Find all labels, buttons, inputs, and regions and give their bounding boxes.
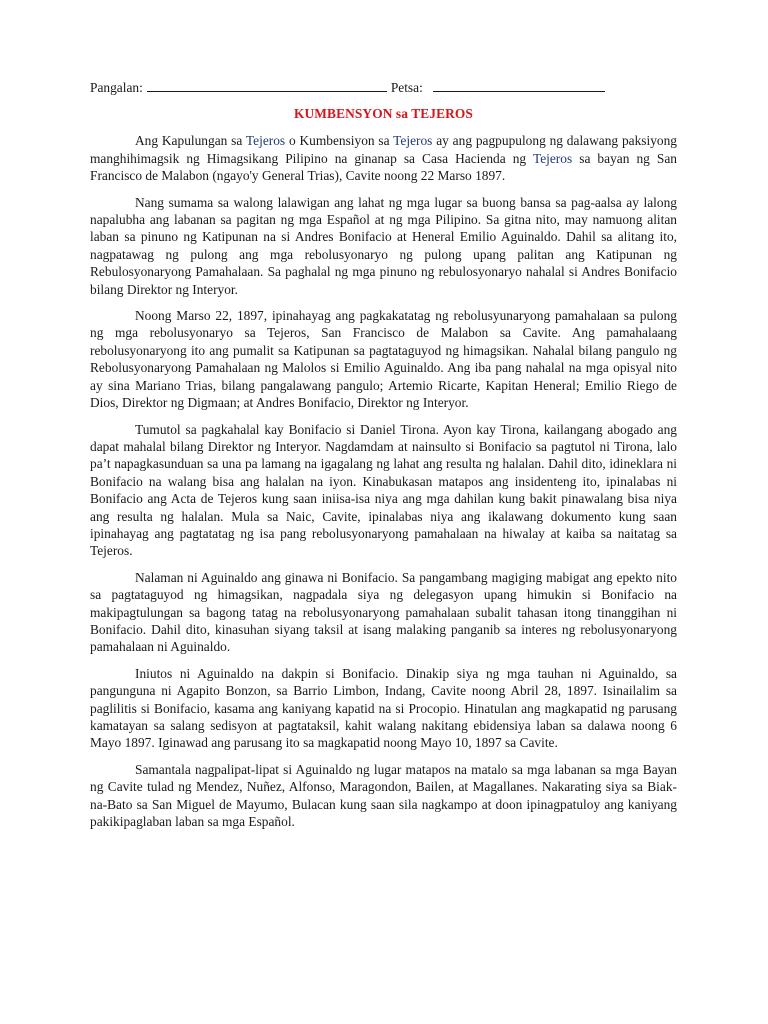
tejeros-link-1[interactable]: Tejeros — [245, 133, 286, 149]
header-fields — [90, 78, 677, 96]
tejeros-link-2[interactable]: Tejeros — [393, 133, 433, 149]
paragraph-5: Nalaman ni Aguinaldo ang ginawa ni Bonifacio. Sa pangambang magiging mabigat ang epekto nito sa pagtataguyod ng himagsikan, nagpadala siya ng delegasyon upang himukin si Bonifacio na makipagtulungan sa bagong tatag na rebolusyonaryong pamahalaan subalit tahasan itong tinanggihan ni Bonifacio. Dahil dito, kinasuhan siyang taksil at isang malaking panganib sa interes ng rebolusyonaryong pamahalaan ni Aguinaldo. — [90, 569, 677, 655]
paragraph-4: Tumutol sa pagkahalal kay Bonifacio si Daniel Tirona. Ayon kay Tirona, kailangang abogado ang dapat mahalal bilang Direktor ng Interyor. Nagdamdam at nainsulto si Bonifacio sa pagtutol ni Tirona, lalo pa’t napagkasunduan sa una pa lamang na igagalang ng lahat ang resulta ng halalan. Dahil dito, idineklara ni Bonifacio na walang bisa ang halalan na iyon. Kinabukasan matapos ang insidenteng ito, ipinalabas ni Bonifacio ang Acta de Tejeros kung saan iniisa-isa niya ang mga dahilan kung bakit pinawalang bisa niya ang resulta ng halalan. Mula sa Naic, Cavite, ipinalabas niya ang ikalawang dokumento kung saan ipinahayag ang pagtatatag ng isa pang rebolusyonaryong pamahalaan na hiwalay at kaiba sa naitatag sa Tejeros. — [90, 421, 677, 559]
paragraph-3: Noong Marso 22, 1897, ipinahayag ang pagkakatatag ng rebolusyunaryong pamahalaan sa pulong ng mga rebolusyonaryo sa Tejeros, San Francisco de Malabon sa Cavite. Ang pamahalaang rebolusyonaryong ito ang pumalit sa Katipunan sa pagtataguyod ng himagsikan. Nahalal bilang pangulo ng Rebolusyonaryong Pamahalaan ng Malolos si Emilio Aguinaldo. Ang iba pang nahalal na mga opisyal nito ay sina Mariano Trias, bilang pangalawang pangulo; Artemio Ricarte, Kapitan Heneral; Emilio Riego de Dios, Direktor ng Digmaan; at Andres Bonifacio, Direktor ng Interyor. — [90, 308, 677, 411]
paragraph-1-text-b: o Kumbensiyon sa — [285, 133, 394, 149]
paragraph-2: Nang sumama sa walong lalawigan ang lahat ng mga lugar sa buong bansa sa pag-aalsa ay lalong napalubha ang labanan sa pagitan ng mga Español at ng mga Pilipino. Sa gitna nito, may namuong alitan laban sa pinuno ng Katipunan na si Andres Bonifacio at Heneral Emilio Aguinaldo. Dahil sa alitang ito, nagpatawag ng pulong ang mga rebolusyonaryo ng pulong upang palitan ang Katipunan ng Rebulosyonaryong Pamahalaan. Sa paghalal ng mga pinuno ng rebulosyonaryo nahalal si Andres Bonifacio bilang Direktor ng Interyor. — [90, 194, 677, 297]
date-label: Petsa: — [390, 80, 423, 95]
name-blank-line[interactable] — [147, 78, 387, 92]
paragraph-1-text-d: sa bayan ng San Francisco de Malabon (ngayo'y General Trias), Cavite noong 22 Marso 1897. — [90, 150, 677, 184]
worksheet-page — [90, 78, 677, 839]
paragraph-6: Iniutos ni Aguinaldo na dakpin si Bonifacio. Dinakip siya ng mga tauhan ni Aguinaldo, sa pangunguna ni Agapito Bonzon, sa Barrio Limbon, Indang, Cavite noong Abril 28, 1897. Isinailalim sa paglilitis si Bonifacio, kasama ang kaniyang kapatid na si Procopio. Hinatulan ang magkapatid ng parusang kamatayan sa salang sedisyon at pagtataksil, kahit walang nakitang ebidensiya laban sa dalawa noong 6 Mayo 1897. Iginawad ang parusang ito sa magkapatid noong Mayo 10, 1897 sa Cavite. — [90, 665, 677, 751]
paragraph-1 — [90, 132, 677, 184]
page-title: KUMBENSYON sa TEJEROS — [294, 106, 473, 121]
paragraph-1-text-c: ay ang pagpupulong ng dalawang paksiyong manghihimagsik ng Himagsikang Pilipino na ginanap sa Casa Hacienda ng — [90, 133, 677, 166]
tejeros-link-3[interactable]: Tejeros — [532, 150, 573, 166]
paragraph-7: Samantala nagpalipat-lipat si Aguinaldo ng lugar matapos na matalo sa mga labanan sa mga Bayan ng Cavite tulad ng Mendez, Nuñez, Alfonso, Maragondon, Bailen, at Magallanes. Nakarating siya sa Biak-na-Bato sa San Miguel de Mayumo, Bulacan kung saan sila nagkampo at doon ipinagpatuloy ang kaniyang pakikipaglaban laban sa mga Español. — [90, 761, 677, 830]
name-label: Pangalan: — [90, 80, 143, 95]
date-blank-line[interactable] — [433, 78, 605, 92]
paragraph-1-text-a: Ang Kapulungan sa — [135, 133, 246, 149]
